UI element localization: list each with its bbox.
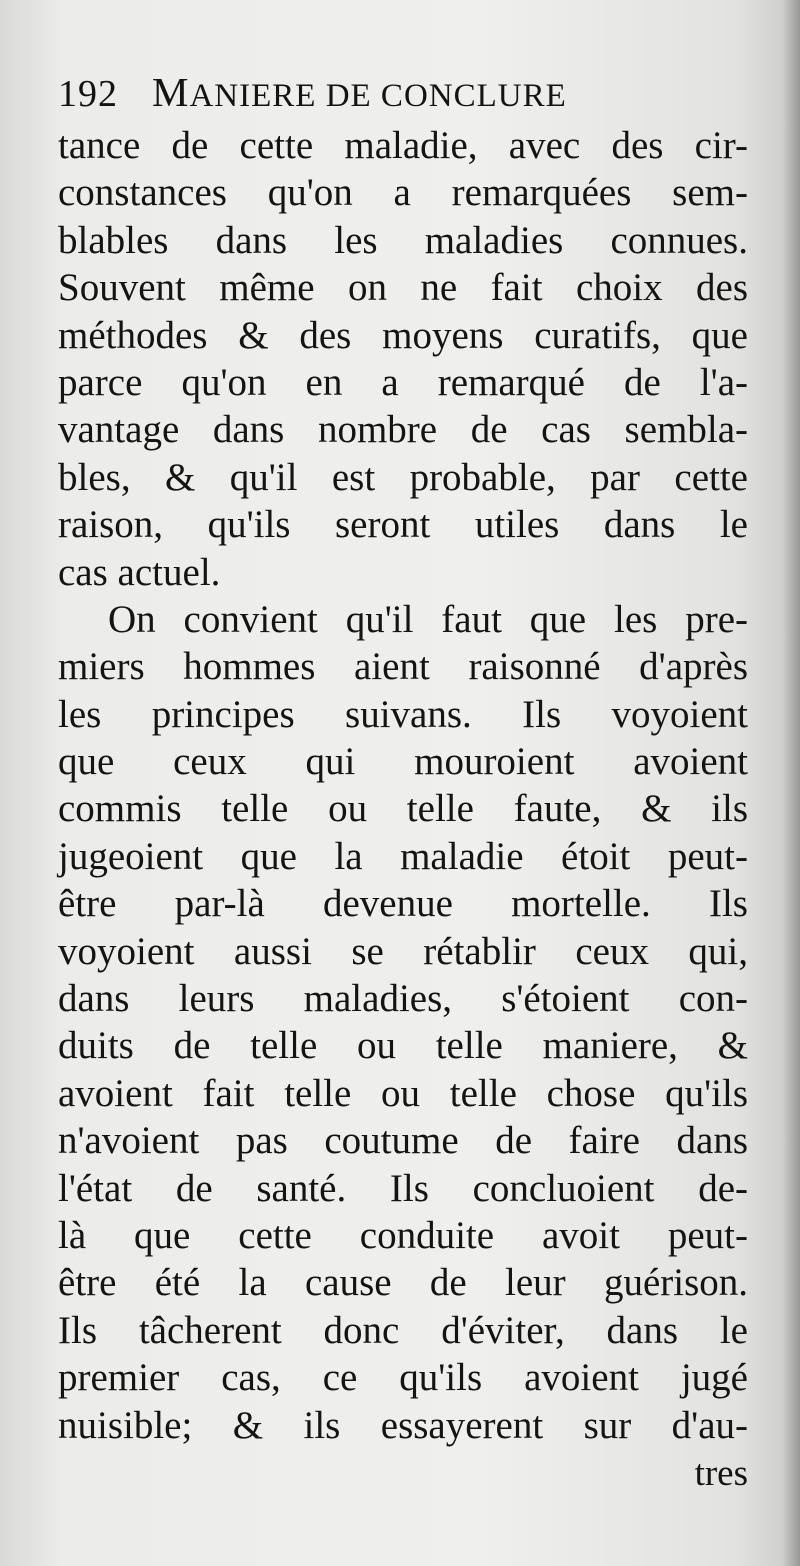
text-line: avoient fait telle ou telle chose qu'ils	[58, 1071, 748, 1115]
text-line: premier cas, ce qu'ils avoient jugé	[58, 1356, 748, 1400]
text-line: tance de cette maladie, avec des cir-	[58, 124, 748, 167]
text-line: cas actuel.	[58, 550, 221, 594]
text-line: raison, qu'ils seront utiles dans le	[58, 503, 748, 547]
page-header	[58, 68, 567, 124]
running-head-initial: M	[152, 69, 190, 115]
paragraph-2	[58, 596, 748, 1449]
text-line: être par-là devenue mortelle. Ils	[58, 882, 748, 926]
text-line: parce qu'on en a remarqué de l'a-	[58, 360, 748, 404]
page-number: 192	[58, 73, 118, 115]
paragraph-1	[58, 122, 748, 596]
text-line: l'état de santé. Ils concluoient de-	[58, 1166, 748, 1210]
body-text	[58, 122, 748, 1449]
text-line: blables dans les maladies connues.	[58, 218, 748, 262]
text-line: constances qu'on a remarquées sem-	[58, 171, 748, 215]
text-line: les principes suivans. Ils voyoient	[58, 692, 748, 736]
text-line: que ceux qui mouroient avoient	[58, 740, 748, 784]
text-line: là que cette conduite avoit peut-	[58, 1213, 748, 1257]
running-head-rest: ANIERE DE CONCLURE	[189, 78, 567, 114]
text-line: être été la cause de leur guérison.	[58, 1261, 748, 1305]
text-line: dans leurs maladies, s'étoient con-	[58, 977, 748, 1021]
text-line: Souvent même on ne fait choix des	[58, 266, 748, 310]
text-line: On convient qu'il faut que les pre-	[108, 597, 748, 641]
text-line: nuisible; & ils essayerent sur d'au-	[58, 1403, 748, 1447]
text-line: n'avoient pas coutume de faire dans	[58, 1119, 748, 1163]
text-line: jugeoient que la maladie étoit peut-	[58, 834, 748, 878]
text-line: duits de telle ou telle maniere, &	[58, 1024, 748, 1068]
text-line: miers hommes aient raisonné d'après	[58, 645, 748, 689]
text-line: commis telle ou telle faute, & ils	[58, 787, 748, 831]
text-line: vantage dans nombre de cas sembla-	[58, 408, 748, 452]
running-head	[152, 68, 567, 116]
text-line: voyoient aussi se rétablir ceux qui,	[58, 929, 748, 973]
text-line: bles, & qu'il est probable, par cette	[58, 455, 748, 499]
catchword: tres	[694, 1453, 748, 1494]
text-line: méthodes & des moyens curatifs, que	[58, 313, 748, 357]
text-line: Ils tâcherent donc d'éviter, dans le	[58, 1308, 748, 1352]
